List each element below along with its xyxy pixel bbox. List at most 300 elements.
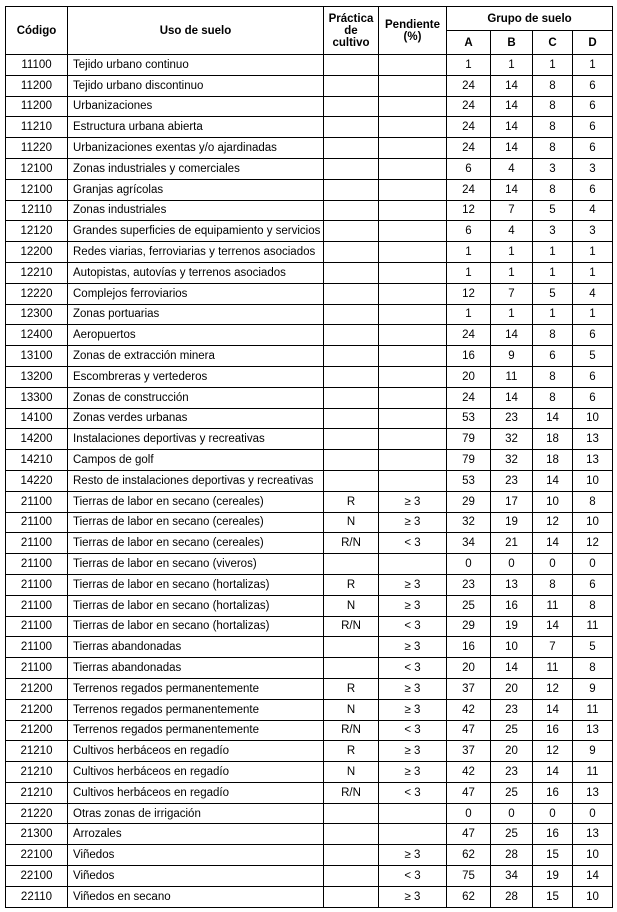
table-row <box>6 450 613 471</box>
cell-practica <box>324 803 379 824</box>
cell-grupo-b: 14 <box>491 138 533 159</box>
cell-grupo-b: 13 <box>491 574 533 595</box>
cell-grupo-b: 14 <box>491 325 533 346</box>
cell-pendiente <box>379 179 447 200</box>
cell-grupo-a: 12 <box>447 283 491 304</box>
cell-pendiente <box>379 824 447 845</box>
table-row <box>6 699 613 720</box>
cell-grupo-d: 6 <box>573 96 613 117</box>
header-practica-line1: Práctica <box>328 12 374 25</box>
cell-pendiente <box>379 96 447 117</box>
cell-practica <box>324 158 379 179</box>
cell-grupo-d: 1 <box>573 262 613 283</box>
table-row <box>6 512 613 533</box>
cell-uso: Cultivos herbáceos en regadío <box>68 782 324 803</box>
cell-grupo-c: 0 <box>533 554 573 575</box>
cell-pendiente: < 3 <box>379 658 447 679</box>
cell-grupo-c: 10 <box>533 491 573 512</box>
cell-pendiente: < 3 <box>379 533 447 554</box>
cell-pendiente: < 3 <box>379 782 447 803</box>
cell-grupo-c: 14 <box>533 699 573 720</box>
cell-practica <box>324 55 379 76</box>
cell-grupo-c: 7 <box>533 637 573 658</box>
cell-uso: Tierras abandonadas <box>68 637 324 658</box>
cell-uso: Tierras de labor en secano (cereales) <box>68 491 324 512</box>
cell-grupo-b: 1 <box>491 304 533 325</box>
cell-grupo-a: 29 <box>447 616 491 637</box>
cell-codigo: 21200 <box>6 699 68 720</box>
cell-codigo: 14210 <box>6 450 68 471</box>
cell-grupo-d: 13 <box>573 450 613 471</box>
cell-practica: R <box>324 574 379 595</box>
table-row <box>6 554 613 575</box>
cell-grupo-b: 0 <box>491 803 533 824</box>
cell-uso: Arrozales <box>68 824 324 845</box>
cell-grupo-d: 13 <box>573 429 613 450</box>
cell-grupo-a: 29 <box>447 491 491 512</box>
cell-codigo: 12400 <box>6 325 68 346</box>
cell-grupo-b: 34 <box>491 866 533 887</box>
cell-grupo-c: 12 <box>533 512 573 533</box>
cell-practica <box>324 387 379 408</box>
cell-uso: Viñedos <box>68 866 324 887</box>
cell-uso: Cultivos herbáceos en regadío <box>68 741 324 762</box>
cell-grupo-d: 6 <box>573 75 613 96</box>
cell-pendiente: ≥ 3 <box>379 491 447 512</box>
cell-uso: Aeropuertos <box>68 325 324 346</box>
cell-grupo-a: 23 <box>447 574 491 595</box>
cell-pendiente <box>379 304 447 325</box>
cell-codigo: 11210 <box>6 117 68 138</box>
cell-codigo: 12100 <box>6 158 68 179</box>
cell-grupo-a: 12 <box>447 200 491 221</box>
cell-pendiente <box>379 55 447 76</box>
cell-pendiente: ≥ 3 <box>379 741 447 762</box>
table-row <box>6 346 613 367</box>
table-row <box>6 75 613 96</box>
cell-grupo-d: 4 <box>573 200 613 221</box>
cell-pendiente: ≥ 3 <box>379 845 447 866</box>
cell-grupo-b: 14 <box>491 658 533 679</box>
cell-practica <box>324 96 379 117</box>
cell-codigo: 13300 <box>6 387 68 408</box>
cell-grupo-c: 8 <box>533 117 573 138</box>
cell-pendiente: ≥ 3 <box>379 886 447 907</box>
cell-grupo-a: 25 <box>447 595 491 616</box>
table-row <box>6 179 613 200</box>
cell-grupo-a: 47 <box>447 782 491 803</box>
cell-grupo-c: 6 <box>533 346 573 367</box>
cell-pendiente <box>379 325 447 346</box>
cell-practica <box>324 866 379 887</box>
cell-grupo-d: 8 <box>573 491 613 512</box>
cell-codigo: 21210 <box>6 762 68 783</box>
table-row <box>6 803 613 824</box>
header-uso: Uso de suelo <box>68 7 324 55</box>
cell-pendiente: ≥ 3 <box>379 699 447 720</box>
cell-grupo-b: 21 <box>491 533 533 554</box>
cell-practica: R <box>324 741 379 762</box>
cell-grupo-d: 4 <box>573 283 613 304</box>
cell-grupo-c: 12 <box>533 741 573 762</box>
cell-grupo-a: 24 <box>447 387 491 408</box>
cell-practica: R/N <box>324 720 379 741</box>
cell-grupo-c: 15 <box>533 845 573 866</box>
cell-grupo-b: 23 <box>491 762 533 783</box>
table-row <box>6 866 613 887</box>
cell-uso: Otras zonas de irrigación <box>68 803 324 824</box>
cell-uso: Tierras de labor en secano (cereales) <box>68 512 324 533</box>
cell-grupo-d: 10 <box>573 408 613 429</box>
cell-grupo-b: 14 <box>491 96 533 117</box>
cell-grupo-a: 62 <box>447 886 491 907</box>
cell-pendiente: < 3 <box>379 616 447 637</box>
cell-practica: R/N <box>324 782 379 803</box>
cell-grupo-c: 0 <box>533 803 573 824</box>
cell-uso: Zonas industriales y comerciales <box>68 158 324 179</box>
cell-uso: Terrenos regados permanentemente <box>68 699 324 720</box>
cell-pendiente: < 3 <box>379 866 447 887</box>
cell-uso: Zonas industriales <box>68 200 324 221</box>
cell-grupo-d: 11 <box>573 699 613 720</box>
cell-grupo-d: 11 <box>573 762 613 783</box>
cell-uso: Zonas verdes urbanas <box>68 408 324 429</box>
cell-pendiente: ≥ 3 <box>379 678 447 699</box>
cell-uso: Tierras de labor en secano (hortalizas) <box>68 574 324 595</box>
cell-codigo: 21200 <box>6 720 68 741</box>
cell-grupo-c: 1 <box>533 242 573 263</box>
cell-codigo: 21100 <box>6 658 68 679</box>
cell-codigo: 14200 <box>6 429 68 450</box>
cell-codigo: 11200 <box>6 96 68 117</box>
cell-grupo-a: 62 <box>447 845 491 866</box>
cell-grupo-a: 34 <box>447 533 491 554</box>
land-use-table-container <box>5 6 613 908</box>
cell-grupo-d: 10 <box>573 512 613 533</box>
cell-pendiente <box>379 242 447 263</box>
cell-codigo: 14220 <box>6 470 68 491</box>
land-use-table <box>5 6 613 908</box>
cell-grupo-b: 7 <box>491 283 533 304</box>
cell-grupo-c: 14 <box>533 408 573 429</box>
cell-grupo-d: 13 <box>573 824 613 845</box>
cell-uso: Urbanizaciones exentas y/o ajardinadas <box>68 138 324 159</box>
cell-grupo-b: 20 <box>491 678 533 699</box>
header-practica <box>324 7 379 55</box>
cell-grupo-b: 16 <box>491 595 533 616</box>
cell-grupo-b: 28 <box>491 845 533 866</box>
cell-grupo-d: 13 <box>573 720 613 741</box>
cell-practica: R <box>324 678 379 699</box>
cell-uso: Granjas agrícolas <box>68 179 324 200</box>
table-row <box>6 221 613 242</box>
cell-grupo-a: 20 <box>447 366 491 387</box>
table-body <box>6 55 613 908</box>
cell-grupo-c: 1 <box>533 55 573 76</box>
cell-pendiente <box>379 387 447 408</box>
cell-codigo: 11220 <box>6 138 68 159</box>
cell-grupo-c: 19 <box>533 866 573 887</box>
cell-grupo-b: 28 <box>491 886 533 907</box>
cell-grupo-d: 3 <box>573 221 613 242</box>
cell-codigo: 22100 <box>6 845 68 866</box>
cell-codigo: 21200 <box>6 678 68 699</box>
cell-practica <box>324 117 379 138</box>
table-row <box>6 429 613 450</box>
cell-uso: Autopistas, autovías y terrenos asociados <box>68 262 324 283</box>
table-row <box>6 200 613 221</box>
cell-grupo-b: 1 <box>491 262 533 283</box>
cell-codigo: 21100 <box>6 512 68 533</box>
cell-practica <box>324 408 379 429</box>
table-row <box>6 574 613 595</box>
cell-grupo-d: 12 <box>573 533 613 554</box>
cell-grupo-d: 6 <box>573 138 613 159</box>
cell-grupo-c: 8 <box>533 325 573 346</box>
cell-codigo: 12210 <box>6 262 68 283</box>
cell-grupo-c: 3 <box>533 221 573 242</box>
cell-grupo-d: 8 <box>573 595 613 616</box>
cell-uso: Zonas de construcción <box>68 387 324 408</box>
table-row <box>6 678 613 699</box>
cell-pendiente: < 3 <box>379 720 447 741</box>
cell-grupo-c: 12 <box>533 678 573 699</box>
cell-grupo-b: 32 <box>491 429 533 450</box>
table-row <box>6 262 613 283</box>
cell-grupo-a: 37 <box>447 678 491 699</box>
cell-uso: Tierras de labor en secano (viveros) <box>68 554 324 575</box>
cell-grupo-b: 19 <box>491 512 533 533</box>
cell-uso: Estructura urbana abierta <box>68 117 324 138</box>
table-row <box>6 55 613 76</box>
cell-grupo-d: 3 <box>573 158 613 179</box>
table-row <box>6 96 613 117</box>
cell-grupo-b: 10 <box>491 637 533 658</box>
cell-pendiente <box>379 554 447 575</box>
cell-grupo-d: 6 <box>573 387 613 408</box>
cell-codigo: 12110 <box>6 200 68 221</box>
cell-grupo-b: 14 <box>491 75 533 96</box>
cell-pendiente: ≥ 3 <box>379 512 447 533</box>
header-practica-line2: de <box>344 24 358 37</box>
cell-grupo-d: 6 <box>573 574 613 595</box>
cell-grupo-b: 9 <box>491 346 533 367</box>
cell-grupo-a: 0 <box>447 554 491 575</box>
cell-grupo-d: 10 <box>573 845 613 866</box>
cell-grupo-d: 1 <box>573 242 613 263</box>
cell-grupo-d: 9 <box>573 741 613 762</box>
cell-practica: R <box>324 491 379 512</box>
cell-grupo-c: 8 <box>533 179 573 200</box>
cell-practica <box>324 450 379 471</box>
cell-uso: Terrenos regados permanentemente <box>68 678 324 699</box>
cell-codigo: 21100 <box>6 616 68 637</box>
cell-codigo: 21100 <box>6 574 68 595</box>
table-row <box>6 658 613 679</box>
table-row <box>6 533 613 554</box>
cell-grupo-a: 1 <box>447 55 491 76</box>
cell-uso: Resto de instalaciones deportivas y recreativas <box>68 470 324 491</box>
cell-practica <box>324 325 379 346</box>
cell-grupo-c: 1 <box>533 304 573 325</box>
cell-grupo-c: 8 <box>533 387 573 408</box>
cell-grupo-d: 0 <box>573 803 613 824</box>
cell-uso: Campos de golf <box>68 450 324 471</box>
cell-practica <box>324 366 379 387</box>
cell-grupo-c: 8 <box>533 366 573 387</box>
header-grupo-suelo: Grupo de suelo <box>447 7 613 31</box>
cell-grupo-c: 16 <box>533 782 573 803</box>
cell-pendiente: ≥ 3 <box>379 637 447 658</box>
cell-uso: Tejido urbano continuo <box>68 55 324 76</box>
cell-grupo-d: 5 <box>573 346 613 367</box>
cell-grupo-c: 8 <box>533 75 573 96</box>
cell-practica <box>324 637 379 658</box>
header-grupo-c: C <box>533 31 573 55</box>
cell-pendiente: ≥ 3 <box>379 574 447 595</box>
cell-grupo-a: 1 <box>447 242 491 263</box>
cell-uso: Grandes superficies de equipamiento y servicios <box>68 221 324 242</box>
cell-uso: Tierras de labor en secano (hortalizas) <box>68 595 324 616</box>
table-row <box>6 366 613 387</box>
cell-practica <box>324 824 379 845</box>
cell-grupo-b: 25 <box>491 782 533 803</box>
cell-grupo-a: 24 <box>447 138 491 159</box>
cell-grupo-b: 23 <box>491 470 533 491</box>
cell-grupo-b: 19 <box>491 616 533 637</box>
cell-grupo-c: 5 <box>533 283 573 304</box>
cell-practica <box>324 886 379 907</box>
header-grupo-d: D <box>573 31 613 55</box>
cell-grupo-a: 79 <box>447 429 491 450</box>
table-row <box>6 595 613 616</box>
header-pendiente-line1: Pendiente <box>385 18 440 31</box>
cell-codigo: 21220 <box>6 803 68 824</box>
cell-practica <box>324 470 379 491</box>
cell-practica <box>324 658 379 679</box>
table-row <box>6 117 613 138</box>
cell-codigo: 21100 <box>6 554 68 575</box>
cell-grupo-a: 79 <box>447 450 491 471</box>
cell-practica <box>324 242 379 263</box>
cell-grupo-b: 7 <box>491 200 533 221</box>
cell-grupo-a: 20 <box>447 658 491 679</box>
cell-grupo-d: 5 <box>573 637 613 658</box>
cell-grupo-a: 53 <box>447 408 491 429</box>
cell-uso: Tierras de labor en secano (hortalizas) <box>68 616 324 637</box>
cell-grupo-c: 16 <box>533 824 573 845</box>
header-grupo-a: A <box>447 31 491 55</box>
cell-grupo-a: 42 <box>447 762 491 783</box>
cell-codigo: 13100 <box>6 346 68 367</box>
header-codigo: Código <box>6 7 68 55</box>
cell-pendiente <box>379 470 447 491</box>
cell-grupo-d: 13 <box>573 782 613 803</box>
cell-grupo-c: 11 <box>533 595 573 616</box>
cell-codigo: 11200 <box>6 75 68 96</box>
cell-grupo-c: 14 <box>533 533 573 554</box>
cell-grupo-d: 10 <box>573 470 613 491</box>
table-row <box>6 470 613 491</box>
cell-uso: Zonas portuarias <box>68 304 324 325</box>
table-row <box>6 782 613 803</box>
table-row <box>6 408 613 429</box>
cell-codigo: 21100 <box>6 533 68 554</box>
cell-codigo: 21100 <box>6 595 68 616</box>
cell-practica <box>324 283 379 304</box>
cell-pendiente <box>379 408 447 429</box>
cell-grupo-a: 24 <box>447 96 491 117</box>
table-row <box>6 845 613 866</box>
cell-grupo-d: 6 <box>573 325 613 346</box>
cell-uso: Viñedos <box>68 845 324 866</box>
cell-practica <box>324 262 379 283</box>
cell-practica: R/N <box>324 616 379 637</box>
cell-grupo-d: 14 <box>573 866 613 887</box>
table-row <box>6 741 613 762</box>
cell-grupo-d: 8 <box>573 658 613 679</box>
cell-grupo-b: 1 <box>491 55 533 76</box>
cell-grupo-a: 1 <box>447 262 491 283</box>
table-row <box>6 616 613 637</box>
cell-grupo-c: 5 <box>533 200 573 221</box>
cell-grupo-a: 75 <box>447 866 491 887</box>
cell-grupo-b: 14 <box>491 117 533 138</box>
cell-pendiente <box>379 138 447 159</box>
cell-grupo-c: 15 <box>533 886 573 907</box>
cell-grupo-a: 16 <box>447 637 491 658</box>
cell-grupo-a: 47 <box>447 720 491 741</box>
cell-grupo-b: 14 <box>491 387 533 408</box>
cell-uso: Urbanizaciones <box>68 96 324 117</box>
table-row <box>6 304 613 325</box>
cell-codigo: 12200 <box>6 242 68 263</box>
cell-grupo-c: 8 <box>533 574 573 595</box>
cell-pendiente <box>379 262 447 283</box>
table-row <box>6 762 613 783</box>
cell-practica: R/N <box>324 533 379 554</box>
cell-grupo-c: 1 <box>533 262 573 283</box>
cell-pendiente <box>379 158 447 179</box>
cell-grupo-b: 17 <box>491 491 533 512</box>
cell-grupo-c: 8 <box>533 138 573 159</box>
cell-grupo-d: 10 <box>573 886 613 907</box>
cell-codigo: 12120 <box>6 221 68 242</box>
cell-grupo-b: 0 <box>491 554 533 575</box>
cell-pendiente <box>379 346 447 367</box>
cell-uso: Viñedos en secano <box>68 886 324 907</box>
cell-pendiente <box>379 803 447 824</box>
cell-grupo-b: 14 <box>491 179 533 200</box>
cell-practica: N <box>324 699 379 720</box>
cell-pendiente: ≥ 3 <box>379 595 447 616</box>
cell-grupo-a: 16 <box>447 346 491 367</box>
cell-uso: Tierras de labor en secano (cereales) <box>68 533 324 554</box>
cell-uso: Escombreras y vertederos <box>68 366 324 387</box>
cell-grupo-b: 23 <box>491 408 533 429</box>
cell-uso: Tejido urbano discontinuo <box>68 75 324 96</box>
table-row <box>6 637 613 658</box>
cell-practica <box>324 200 379 221</box>
table-row <box>6 325 613 346</box>
cell-grupo-a: 53 <box>447 470 491 491</box>
cell-grupo-b: 25 <box>491 720 533 741</box>
cell-grupo-a: 24 <box>447 117 491 138</box>
cell-pendiente <box>379 450 447 471</box>
table-row <box>6 720 613 741</box>
cell-codigo: 22110 <box>6 886 68 907</box>
cell-codigo: 21300 <box>6 824 68 845</box>
